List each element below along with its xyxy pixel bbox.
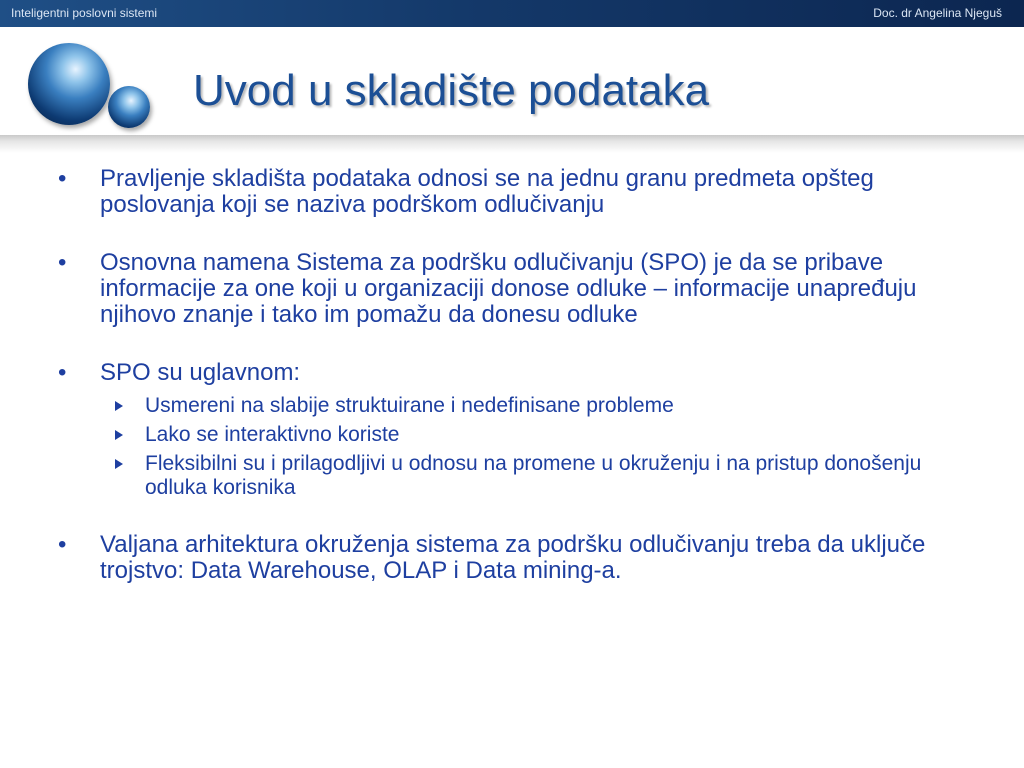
bullet-text: Valjana arhitektura okruženja sistema za podršku odlučivanju treba da uključe trojstvo: Data Warehouse, OLAP i Data mining-a. [100,531,926,584]
top-bar [0,0,1024,27]
slide-title: Uvod u skladište podataka [193,66,710,115]
arrow-bullet-icon [115,459,123,469]
sub-bullet-item [58,452,958,500]
sub-bullet-text: Lako se interaktivno koriste [145,423,400,446]
slide-content [58,166,958,584]
sub-list [58,394,958,500]
sub-bullet-text: Usmereni na slabije struktuirane i nedefinisane probleme [145,394,674,417]
sub-bullet-item [58,423,958,447]
globe-small-icon [108,86,150,128]
bullet-item [58,532,958,584]
bullet-icon: • [58,359,67,386]
bullet-item [58,166,958,218]
bullet-text: SPO su uglavnom: [100,359,301,386]
bullet-text: Pravljenje skladišta podataka odnosi se na jednu granu predmeta opšteg poslovanja koji se naziva podrškom odlučivanju [100,165,874,218]
arrow-bullet-icon [115,401,123,411]
bullet-icon: • [58,249,67,276]
header-divider [0,135,1024,153]
author-name: Doc. dr Angelina Njeguš [873,6,1002,20]
bullet-item [58,250,958,328]
bullet-text: Osnovna namena Sistema za podršku odlučivanju (SPO) je da se pribave informacije za one koji u organizaciji donose odluke – informacije unapređuju njihovo znanje i tako im pomažu da donesu odluke [100,249,917,328]
bullet-icon: • [58,165,67,192]
sub-bullet-text: Fleksibilni su i prilagodljivi u odnosu na promene u okruženju i na pristup donošenju odluka korisnika [145,452,922,499]
sub-bullet-item [58,394,958,418]
arrow-bullet-icon [115,430,123,440]
globe-large-icon [28,43,110,125]
course-name: Inteligentni poslovni sistemi [11,6,158,20]
bullet-item [58,360,958,386]
bullet-icon: • [58,531,67,558]
